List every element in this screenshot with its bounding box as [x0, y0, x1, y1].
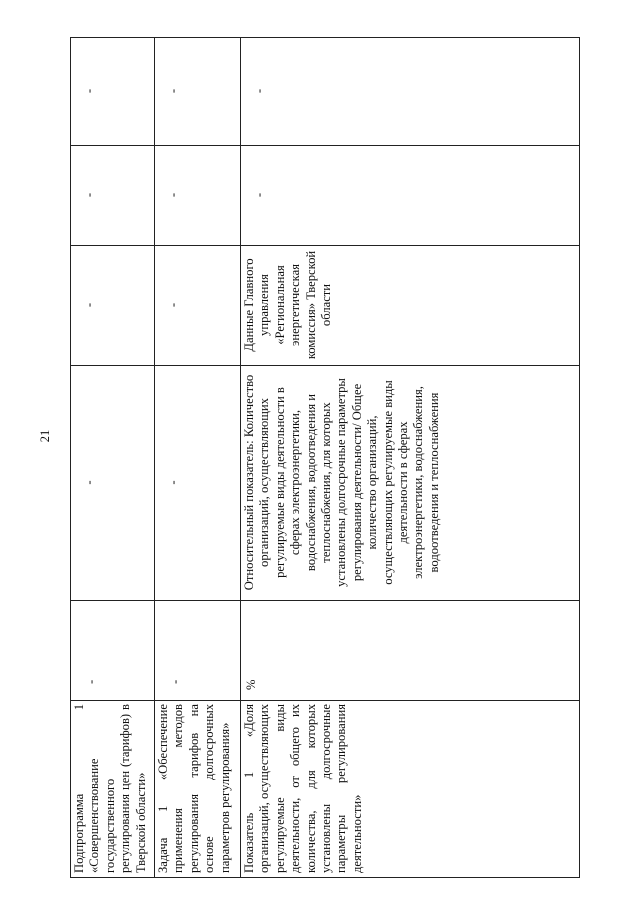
col5-cell: - [71, 146, 155, 246]
indicators-table-rotated [70, 38, 579, 878]
row-name-cell: Показатель 1 «Доля организаций, осуществляющих регулируемые виды деятельности, от общего их количества, для которых установлены долгосрочные параметры регулирования деятельности» [241, 701, 580, 878]
col5-cell: - [241, 146, 580, 246]
source-cell: - [155, 246, 241, 366]
table-row [241, 38, 580, 878]
formula-cell: Относительный показатель: Количество организаций, осуществляющих регулируемые виды деятельности в сферах электроэнергетики, водоснабжения, водоотведения и теплоснабжения, для которых установлены долгосрочные параметры регулирования деятельности/ Общее количество организаций, осуществляющих регулируемые виды деятельности в сферах электроэнергетики, водоснабжения, водоотведения и теплоснабжения [241, 366, 580, 601]
unit-cell: - [71, 601, 155, 701]
col6-cell: - [155, 38, 241, 146]
table-row [71, 38, 155, 878]
unit-cell: % [241, 601, 580, 701]
formula-cell: - [155, 366, 241, 601]
row-name-cell: Подпрограмма 1 «Совершенствование государственного регулирования цен (тарифов) в Тверской области» [71, 701, 155, 878]
indicators-table [70, 37, 580, 878]
source-cell: Данные Главного управления «Региональная энергетическая комиссия» Тверской области [241, 246, 580, 366]
row-name-cell: Задача 1 «Обеспечение применения методов регулирования тарифов на основе долгосрочных параметров регулирования» [155, 701, 241, 878]
table-row [155, 38, 241, 878]
unit-cell: - [155, 601, 241, 701]
col6-cell: - [241, 38, 580, 146]
col6-cell: - [71, 38, 155, 146]
col5-cell: - [155, 146, 241, 246]
source-cell: - [71, 246, 155, 366]
formula-cell: - [71, 366, 155, 601]
page-number: 21 [37, 429, 52, 443]
